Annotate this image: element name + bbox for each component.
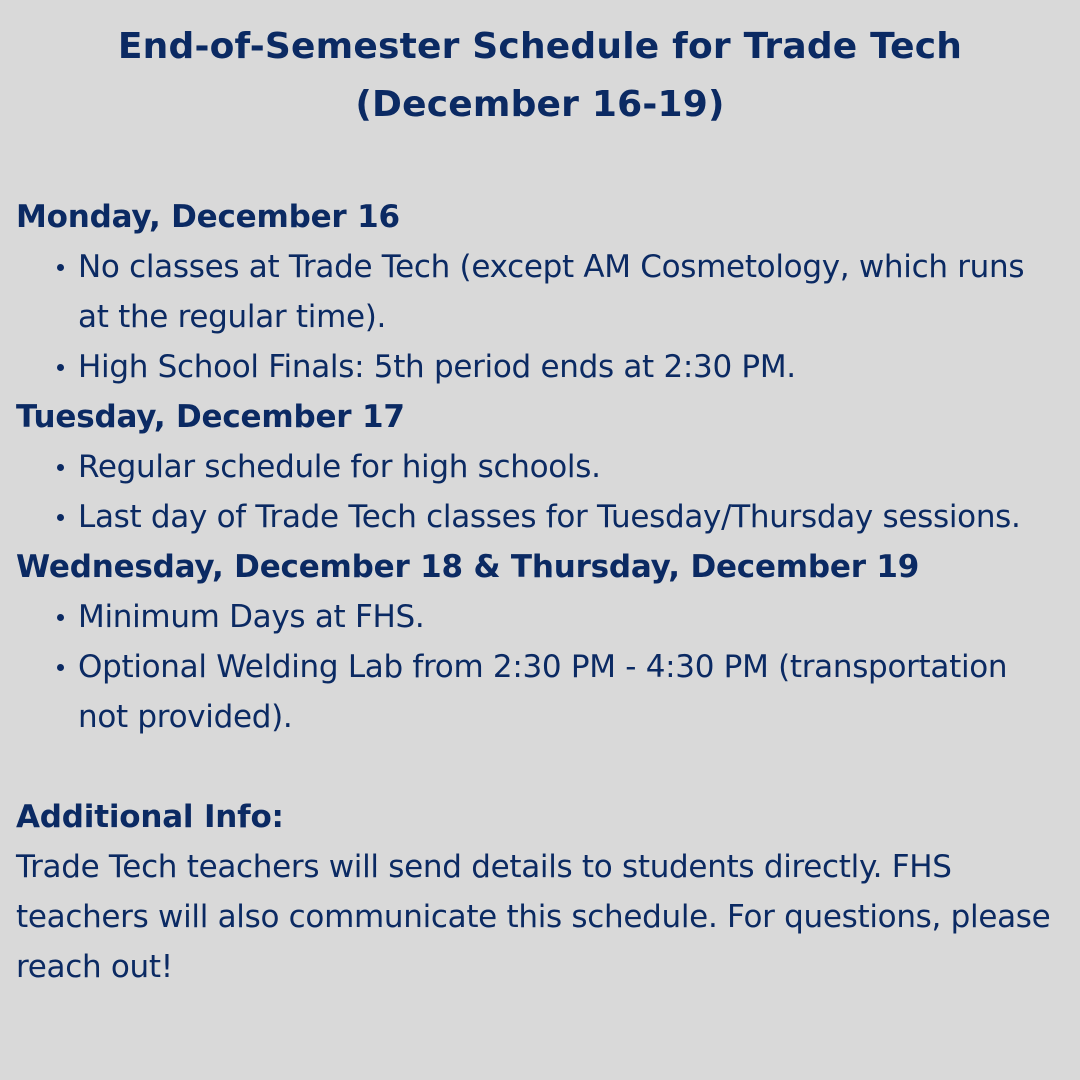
list-item: Regular schedule for high schools. [16, 442, 1064, 492]
day-monday [16, 192, 1064, 392]
additional-info [16, 792, 1064, 992]
title-line-2: (December 16-19) [355, 84, 725, 125]
schedule [16, 192, 1064, 742]
list-item: High School Finals: 5th period ends at 2:30 PM. [16, 342, 1064, 392]
title-line-1: End-of-Semester Schedule for Trade Tech [117, 26, 963, 67]
list-item: Last day of Trade Tech classes for Tuesday/Thursday sessions. [16, 492, 1064, 542]
day-item-list [16, 442, 1064, 542]
day-heading: Tuesday, December 17 [16, 399, 405, 435]
day-heading: Monday, December 16 [16, 199, 400, 235]
day-item-list [16, 242, 1064, 392]
additional-info-text: Trade Tech teachers will send details to students directly. FHS teachers will also communicate this schedule. For questions, please reach out! [16, 849, 1051, 985]
day-wednesday-thursday [16, 542, 1064, 742]
list-item: No classes at Trade Tech (except AM Cosmetology, which runs at the regular time). [16, 242, 1064, 342]
list-item: Minimum Days at FHS. [16, 592, 1064, 642]
day-item-list [16, 592, 1064, 742]
additional-info-heading: Additional Info: [16, 799, 284, 835]
list-item: Optional Welding Lab from 2:30 PM - 4:30 PM (transportation not provided). [16, 642, 1064, 742]
day-heading: Wednesday, December 18 & Thursday, December 19 [16, 549, 920, 585]
day-tuesday [16, 392, 1064, 542]
page-title [16, 18, 1064, 134]
